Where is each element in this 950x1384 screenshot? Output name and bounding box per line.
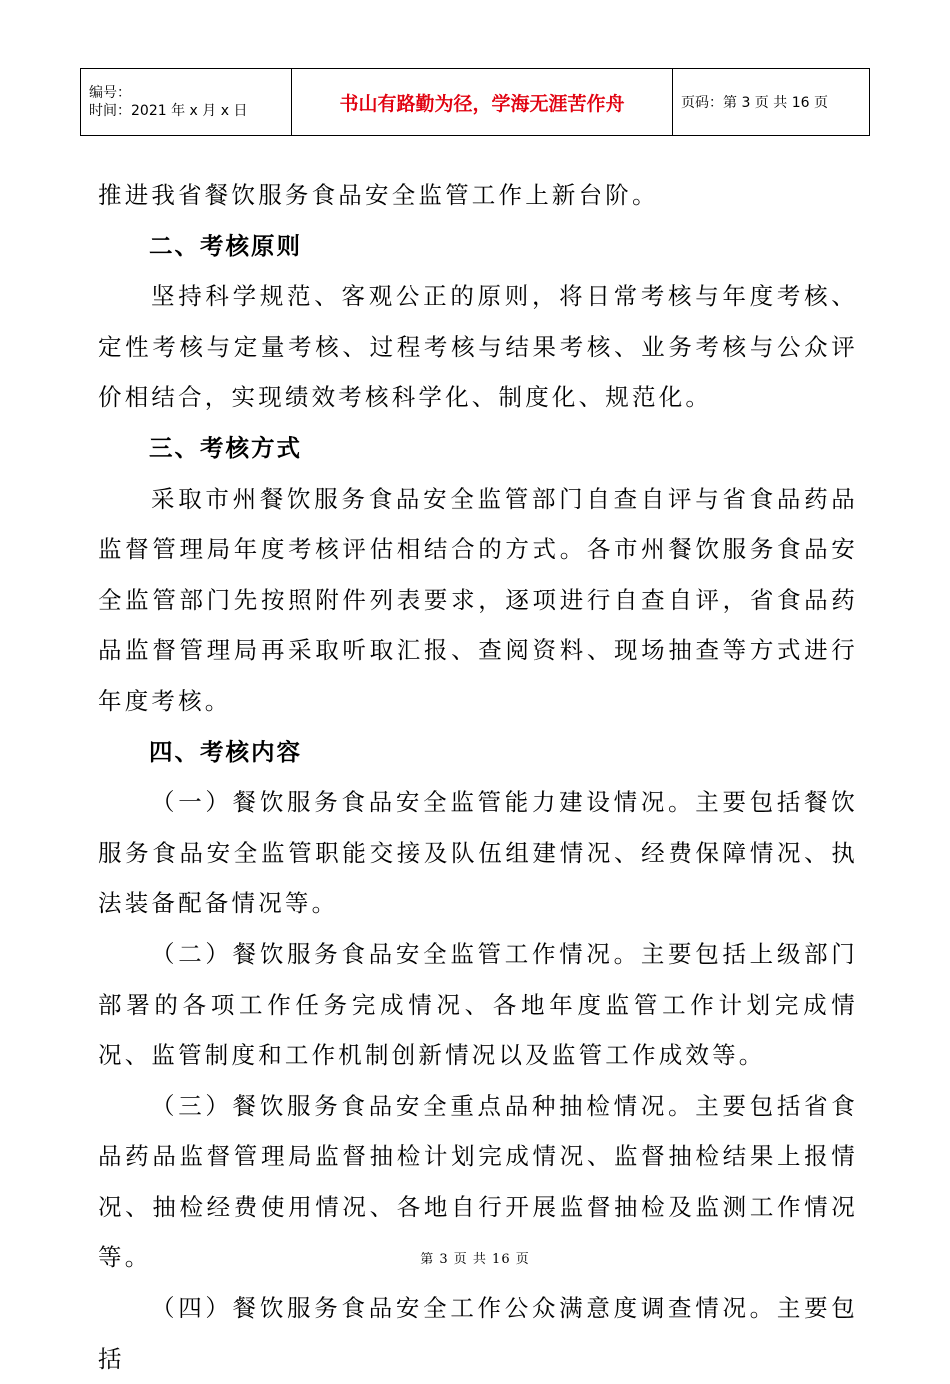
header-page-info: 页码：第 3 页 共 16 页 [673, 69, 870, 136]
paragraph: （一）餐饮服务食品安全监管能力建设情况。主要包括餐饮服务食品安全监管职能交接及队伍组建情况、经费保障情况、执法装备配备情况等。 [98, 788, 858, 918]
header-motto: 书山有路勤为径，学海无涯苦作舟 [292, 69, 673, 136]
paragraph: 采取市州餐饮服务食品安全监管部门自查自评与省食品药品监督管理局年度考核评估相结合的方式。各市州餐饮服务食品安全监管部门先按照附件列表要求，逐项进行自查自评，省食品药品监督管理局再采取听取汇报、查阅资料、现场抽查等方式进行年度考核。 [98, 484, 858, 715]
section-heading: 三、考核方式 [149, 433, 302, 462]
paragraph: （三）餐饮服务食品安全重点品种抽检情况。主要包括省食品药品监督管理局监督抽检计划完成情况、监督抽检结果上报情况、抽检经费使用情况、各地自行开展监督抽检及监测工作情况等。 [98, 1091, 858, 1272]
page-footer: 第 3 页 共 16 页 [420, 1252, 530, 1267]
section-heading: 四、考核内容 [149, 737, 302, 766]
section-heading: 二、考核原则 [149, 231, 302, 260]
document-header [80, 68, 870, 136]
paragraph: （二）餐饮服务食品安全监管工作情况。主要包括上级部门部署的各项工作任务完成情况、各地年度监管工作计划完成情况、监管制度和工作机制创新情况以及监管工作成效等。 [98, 939, 858, 1070]
number-label: 编号： [89, 85, 131, 101]
document-body [98, 170, 858, 1384]
time-label: 时间：2021 年 x 月 x 日 [89, 103, 248, 119]
header-meta [81, 69, 292, 136]
paragraph: 推进我省餐饮服务食品安全监管工作上新台阶。 [98, 181, 659, 209]
paragraph: （四）餐饮服务食品安全工作公众满意度调查情况。主要包括 [98, 1294, 858, 1373]
paragraph: 坚持科学规范、客观公正的原则，将日常考核与年度考核、定性考核与定量考核、过程考核与结果考核、业务考核与公众评价相结合，实现绩效考核科学化、制度化、规范化。 [98, 282, 858, 412]
